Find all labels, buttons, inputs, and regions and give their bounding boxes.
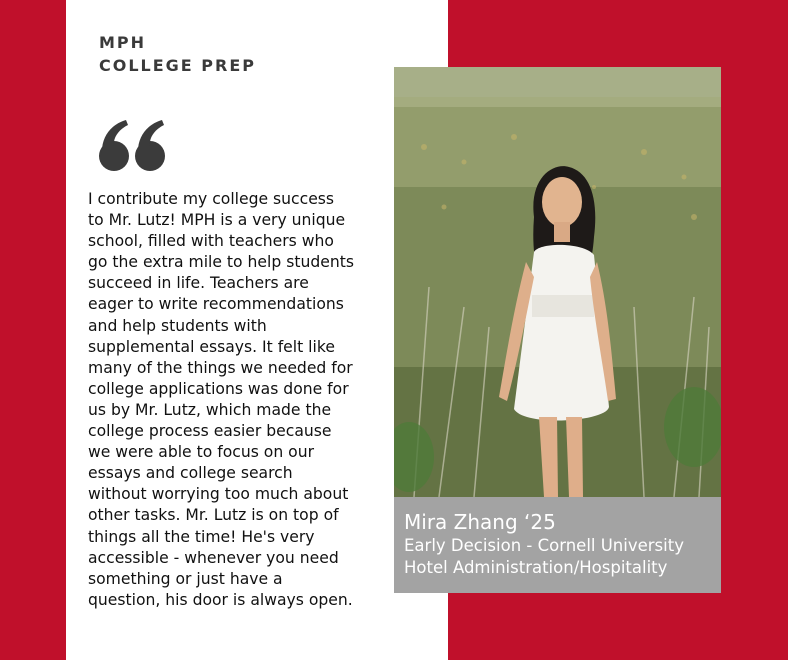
quote-line: we were able to focus on our xyxy=(88,443,315,462)
testimonial-quote xyxy=(88,189,388,611)
photo-caption xyxy=(394,497,721,593)
quote-line: go the extra mile to help students xyxy=(88,253,354,272)
program-name: Hotel Administration/Hospitality xyxy=(404,558,668,577)
quote-line: I contribute my college success xyxy=(88,190,335,208)
quote-line: things all the time! He's very xyxy=(88,527,315,546)
quote-line: succeed in life. Teachers are xyxy=(88,274,309,293)
brand-logo-text xyxy=(99,31,256,77)
quote-line: college applications was done for xyxy=(88,379,349,398)
student-name: Mira Zhang ‘25 xyxy=(404,510,556,534)
quote-line: to Mr. Lutz! MPH is a very unique xyxy=(88,211,346,230)
quote-line: many of the things we needed for xyxy=(88,358,353,377)
student-photo xyxy=(394,67,721,497)
quote-line: other tasks. Mr. Lutz is on top of xyxy=(88,506,339,525)
quote-line: question, his door is always open. xyxy=(88,590,353,609)
quote-line: essays and college search xyxy=(88,464,293,483)
quote-line: college process easier because xyxy=(88,422,332,441)
admission-decision: Early Decision - Cornell University xyxy=(404,536,684,555)
quote-line: eager to write recommendations xyxy=(88,295,344,314)
brand-line-2: COLLEGE PREP xyxy=(99,56,256,75)
quote-line: accessible - whenever you need xyxy=(88,548,339,567)
quote-line: without worrying too much about xyxy=(88,485,349,504)
quotation-mark-icon xyxy=(98,118,170,174)
quote-line: something or just have a xyxy=(88,569,283,588)
quote-line: school, filled with teachers who xyxy=(88,232,334,251)
brand-line-1: MPH xyxy=(99,33,147,52)
quote-line: and help students with xyxy=(88,316,267,335)
quote-line: supplemental essays. It felt like xyxy=(88,337,335,356)
quote-line: us by Mr. Lutz, which made the xyxy=(88,400,332,419)
